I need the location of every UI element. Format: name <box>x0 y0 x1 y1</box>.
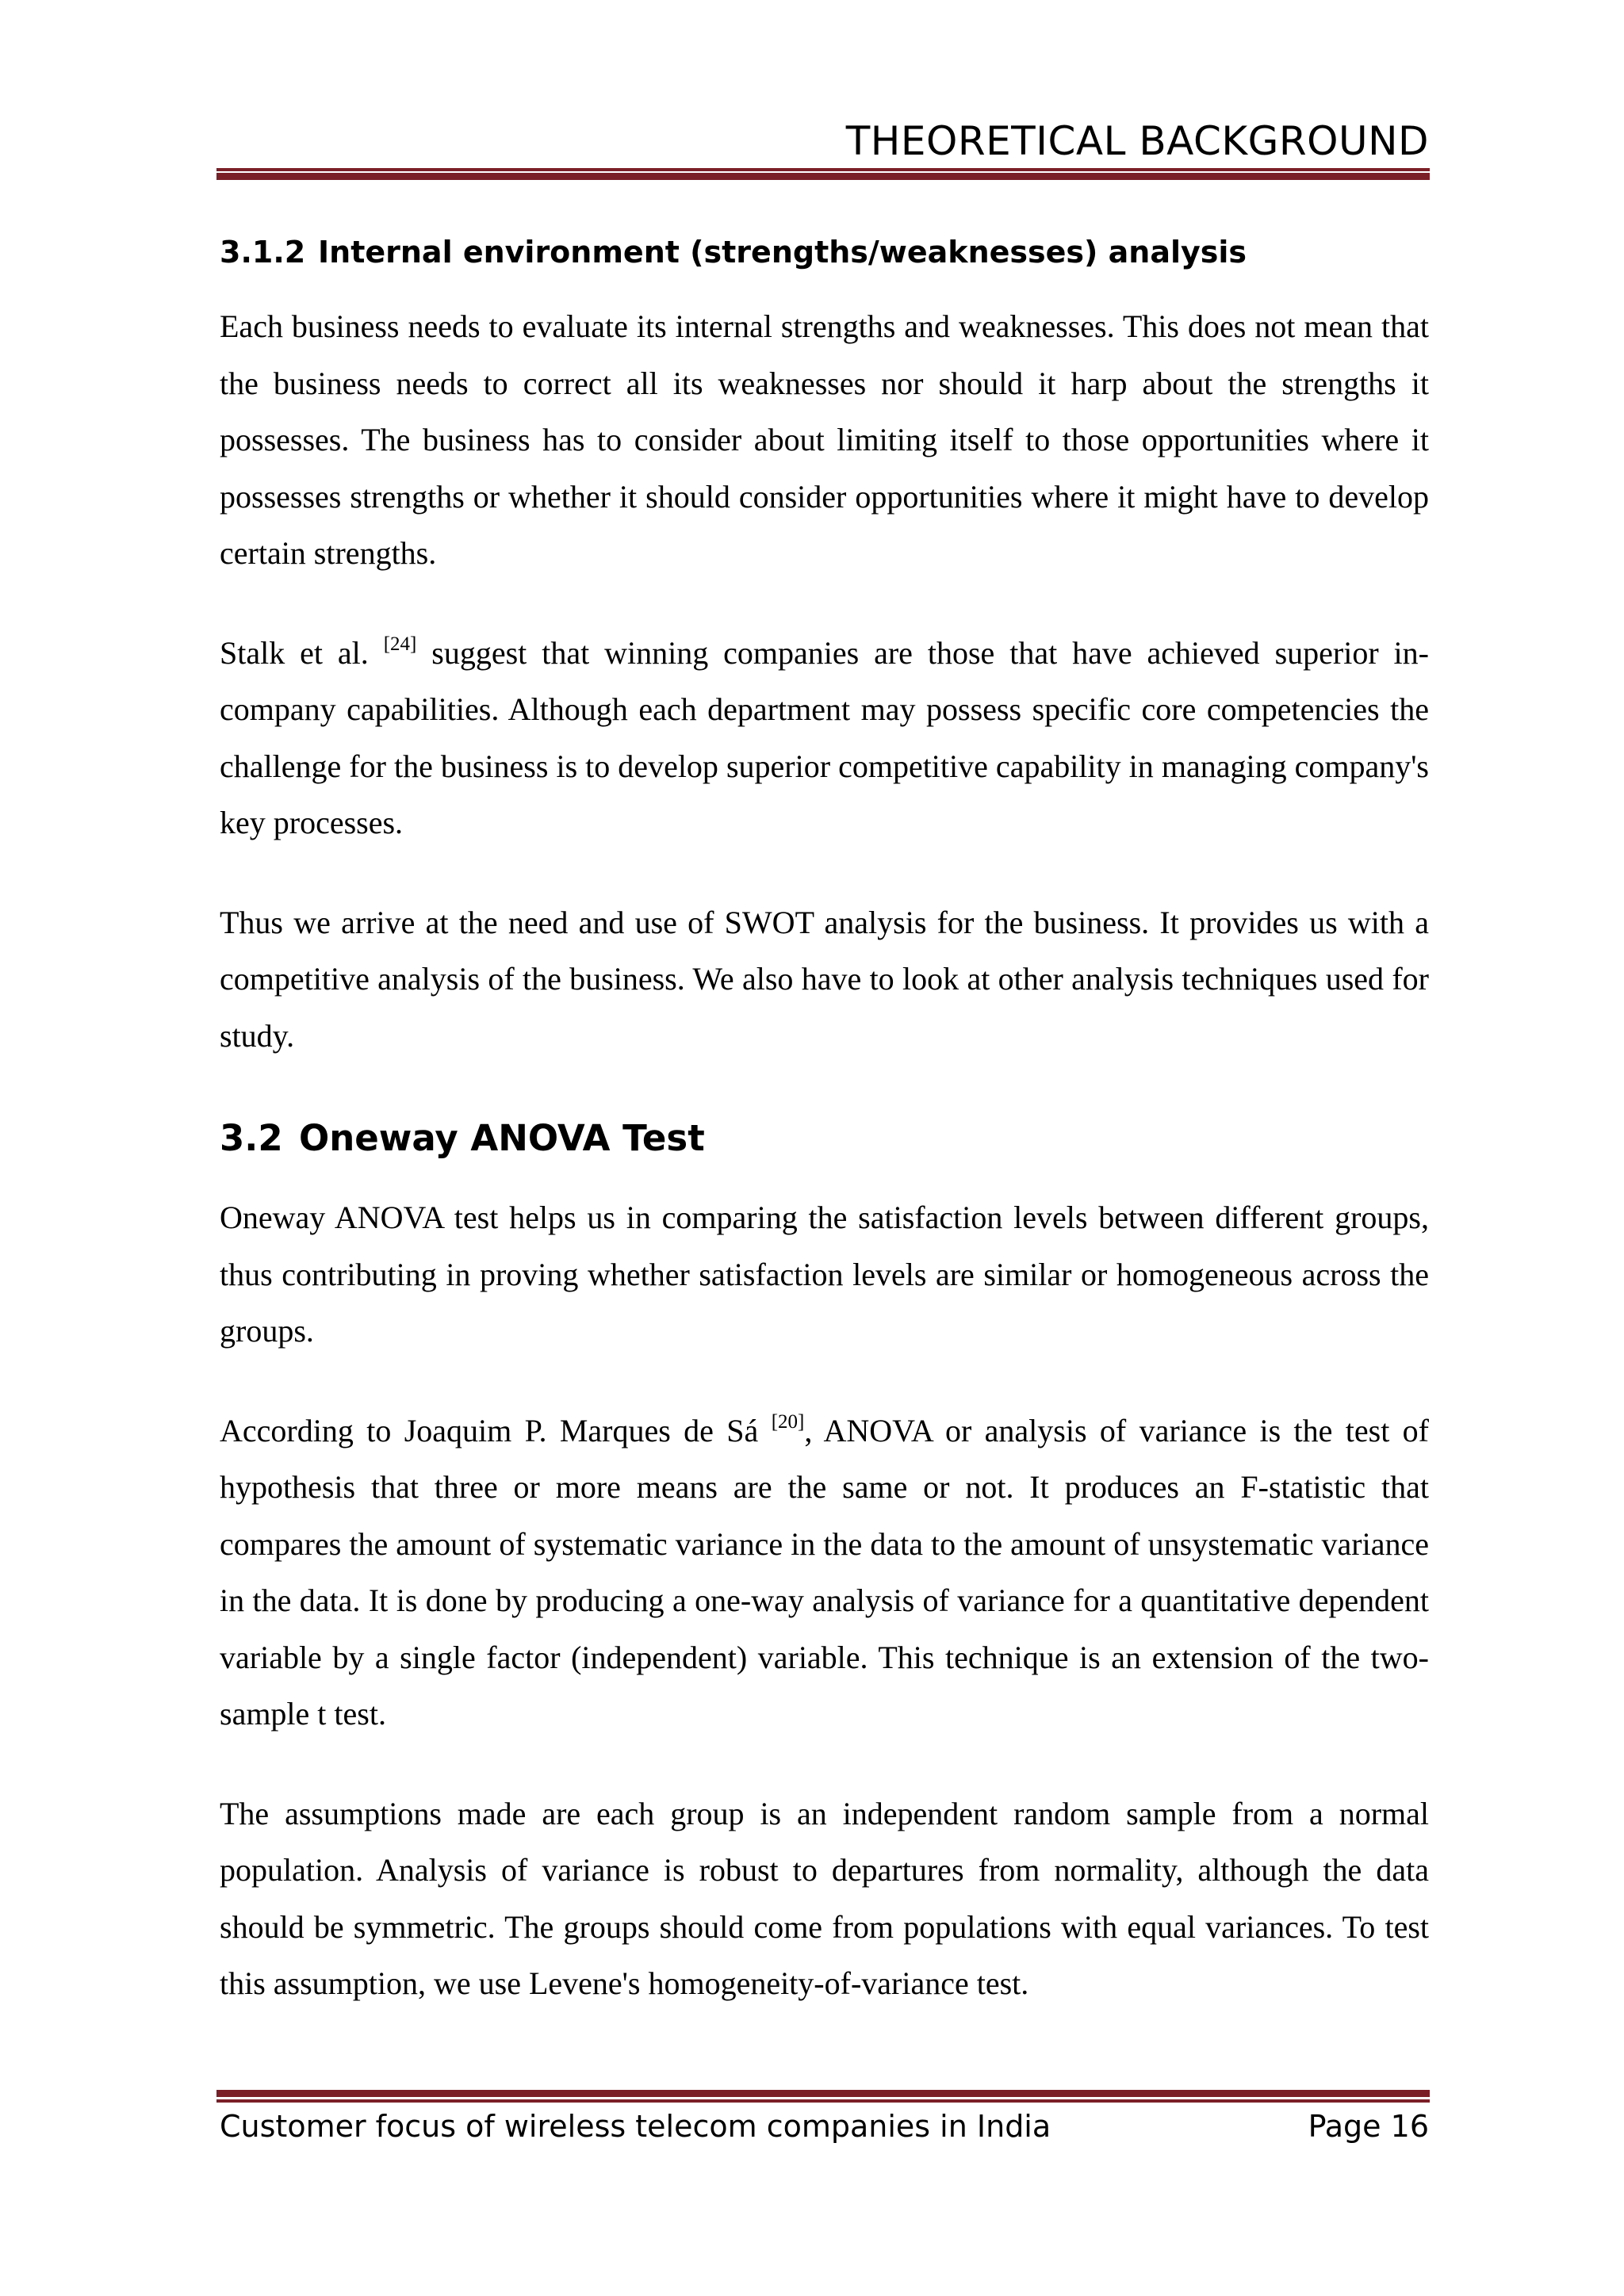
section-heading <box>220 1107 1429 1170</box>
paragraph-anova-intro: Oneway ANOVA test helps us in comparing the satisfaction levels between different groups, thus contributing in proving whether satisfaction levels are similar or homogeneous across the groups. <box>220 1200 1429 1349</box>
running-header: THEORETICAL BACKGROUND <box>845 118 1429 164</box>
subsection-number: 3.1.2 <box>220 235 306 270</box>
section-title: Oneway ANOVA Test <box>299 1117 705 1159</box>
main-content <box>220 224 1429 2055</box>
paragraph-text-rest: suggest that winning companies are those that have achieved superior in-company capabilities. Although each department may possess specific core competencies the challenge for the business is to develop superior competitive capability in managing company's key processes. <box>220 634 1429 840</box>
header-rule-thick <box>216 173 1430 180</box>
paragraph-assumptions: The assumptions made are each group is an independent random sample from a normal population. Analysis of variance is robust to departures from normality, although the data should be symmetric. The groups should come from populations with equal variances. To test this assumption, we use Levene's homogeneity-of-variance test. <box>220 1795 1429 2001</box>
paragraph-marques-citation <box>220 1402 1429 1743</box>
paragraph-text-lead: Stalk et al. <box>220 634 384 671</box>
page-number: Page 16 <box>1308 2109 1429 2144</box>
footer-title: Customer focus of wireless telecom companies in India <box>220 2109 1051 2144</box>
paragraph-swot: Thus we arrive at the need and use of SWOT analysis for the business. It provides us with a competitive analysis of the business. We also have to look at other analysis techniques used for study. <box>220 904 1429 1054</box>
citation-ref: [20] <box>771 1410 805 1433</box>
subsection-title: Internal environment (strengths/weaknesses) analysis <box>318 235 1247 270</box>
section-number: 3.2 <box>220 1117 283 1159</box>
paragraph-stalk-citation <box>220 625 1429 851</box>
paragraph-text-lead: According to Joaquim P. Marques de Sá <box>220 1412 772 1448</box>
footer-rule-thick <box>216 2090 1430 2097</box>
paragraph-text-rest: , ANOVA or analysis of variance is the test of hypothesis that three or more means are the same or not. It produces an F-statistic that compares the amount of systematic variance in the data to the amount of unsystematic variance in the data. It is done by producing a one-way analysis of variance for a quantitative dependent variable by a single factor (independent) variable. This technique is an extension of the two-sample t test. <box>220 1412 1430 1732</box>
paragraph-internal-evaluation: Each business needs to evaluate its internal strengths and weaknesses. This does not mean that the business needs to correct all its weaknesses nor should it harp about the strengths it possesses. The business has to consider about limiting itself to those opportunities where it possesses strengths or whether it should consider opportunities where it might have to develop certain strengths. <box>220 308 1429 571</box>
subsection-heading <box>220 224 1429 281</box>
citation-ref: [24] <box>383 633 417 655</box>
header-rule-thin <box>216 168 1430 171</box>
